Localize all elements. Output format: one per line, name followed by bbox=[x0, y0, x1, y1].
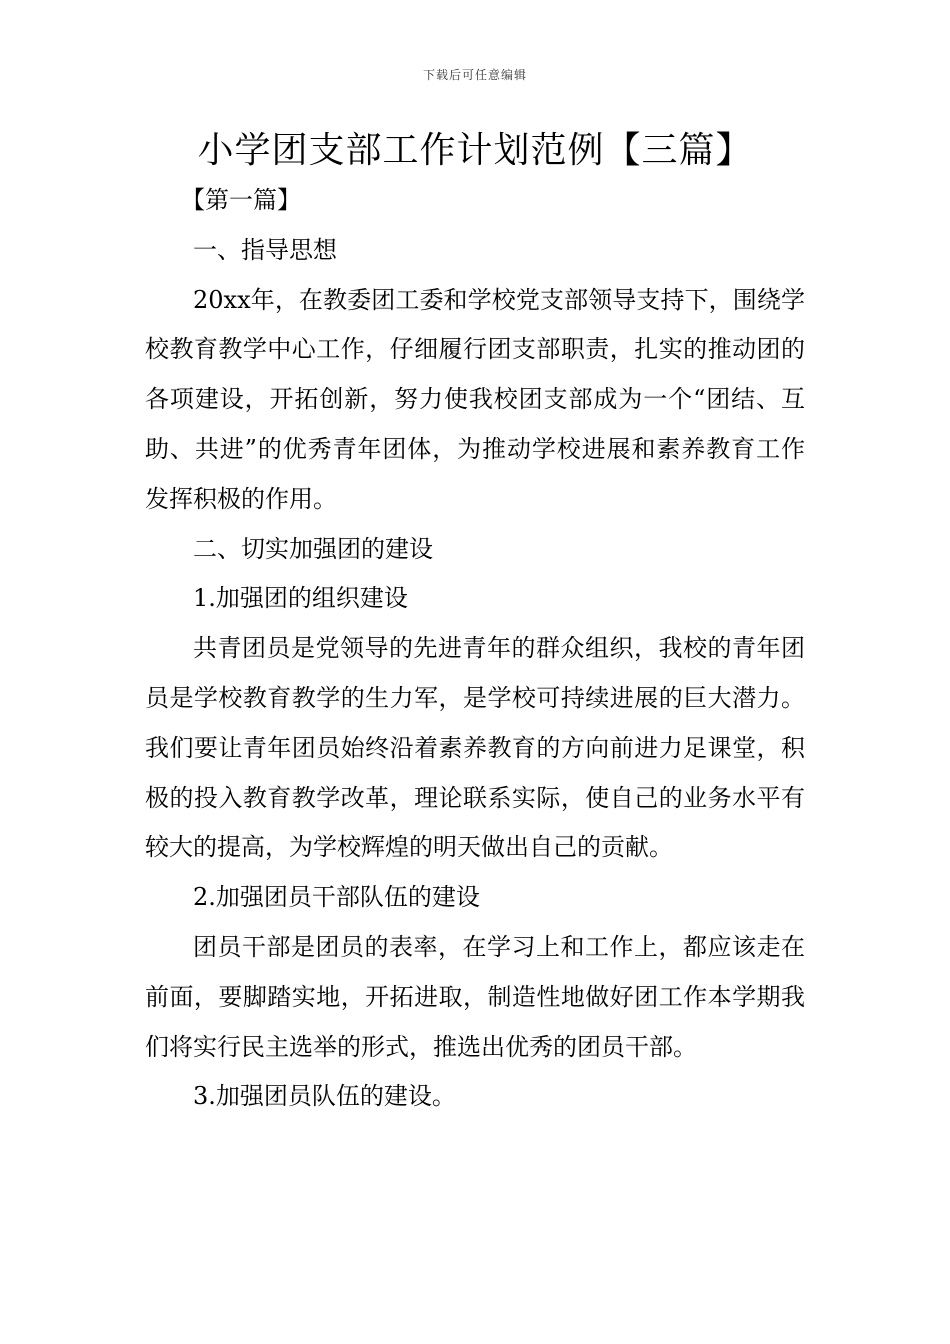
header-note: 下载后可任意编辑 bbox=[422, 68, 527, 82]
body-paragraph: 共青团员是党领导的先进青年的群众组织，我校的青年团员是学校教育教学的生力军，是学校可持续进展的巨大潜力。我们要让青年团员始终沿着素养教育的方向前进力足课堂，积极的投入教育教学改革，理论联系实际，使自己的业务水平有较大的提高，为学校辉煌的明天做出自己的贡献。 bbox=[145, 634, 805, 862]
document-body bbox=[145, 176, 805, 1122]
body-paragraph: 团员干部是团员的表率，在学习上和工作上，都应该走在前面，要脚踏实地，开拓进取，制造性地做好团工作本学期我们将实行民主选举的形式，推选出优秀的团员干部。 bbox=[145, 932, 805, 1061]
subsection-heading: 2.加强团员干部队伍的建设 bbox=[193, 883, 480, 912]
section-heading: 一、指导思想 bbox=[193, 235, 337, 264]
section-heading: 二、切实加强团的建设 bbox=[193, 534, 433, 563]
part-label: 【第一篇】 bbox=[181, 186, 301, 214]
subsection-heading: 3.加强团员队伍的建设。 bbox=[193, 1082, 456, 1111]
document-title: 小学团支部工作计划范例【三篇】 bbox=[197, 130, 753, 171]
body-paragraph: 20xx年，在教委团工委和学校党支部领导支持下，围绕学校教育教学中心工作，仔细履行团支部职责，扎实的推动团的各项建设，开拓创新，努力使我校团支部成为一个“团结、互助、共进”的优秀青年团体，为推动学校进展和素养教育工作发挥积极的作用。 bbox=[145, 285, 805, 513]
subsection-heading: 1.加强团的组织建设 bbox=[193, 584, 408, 613]
